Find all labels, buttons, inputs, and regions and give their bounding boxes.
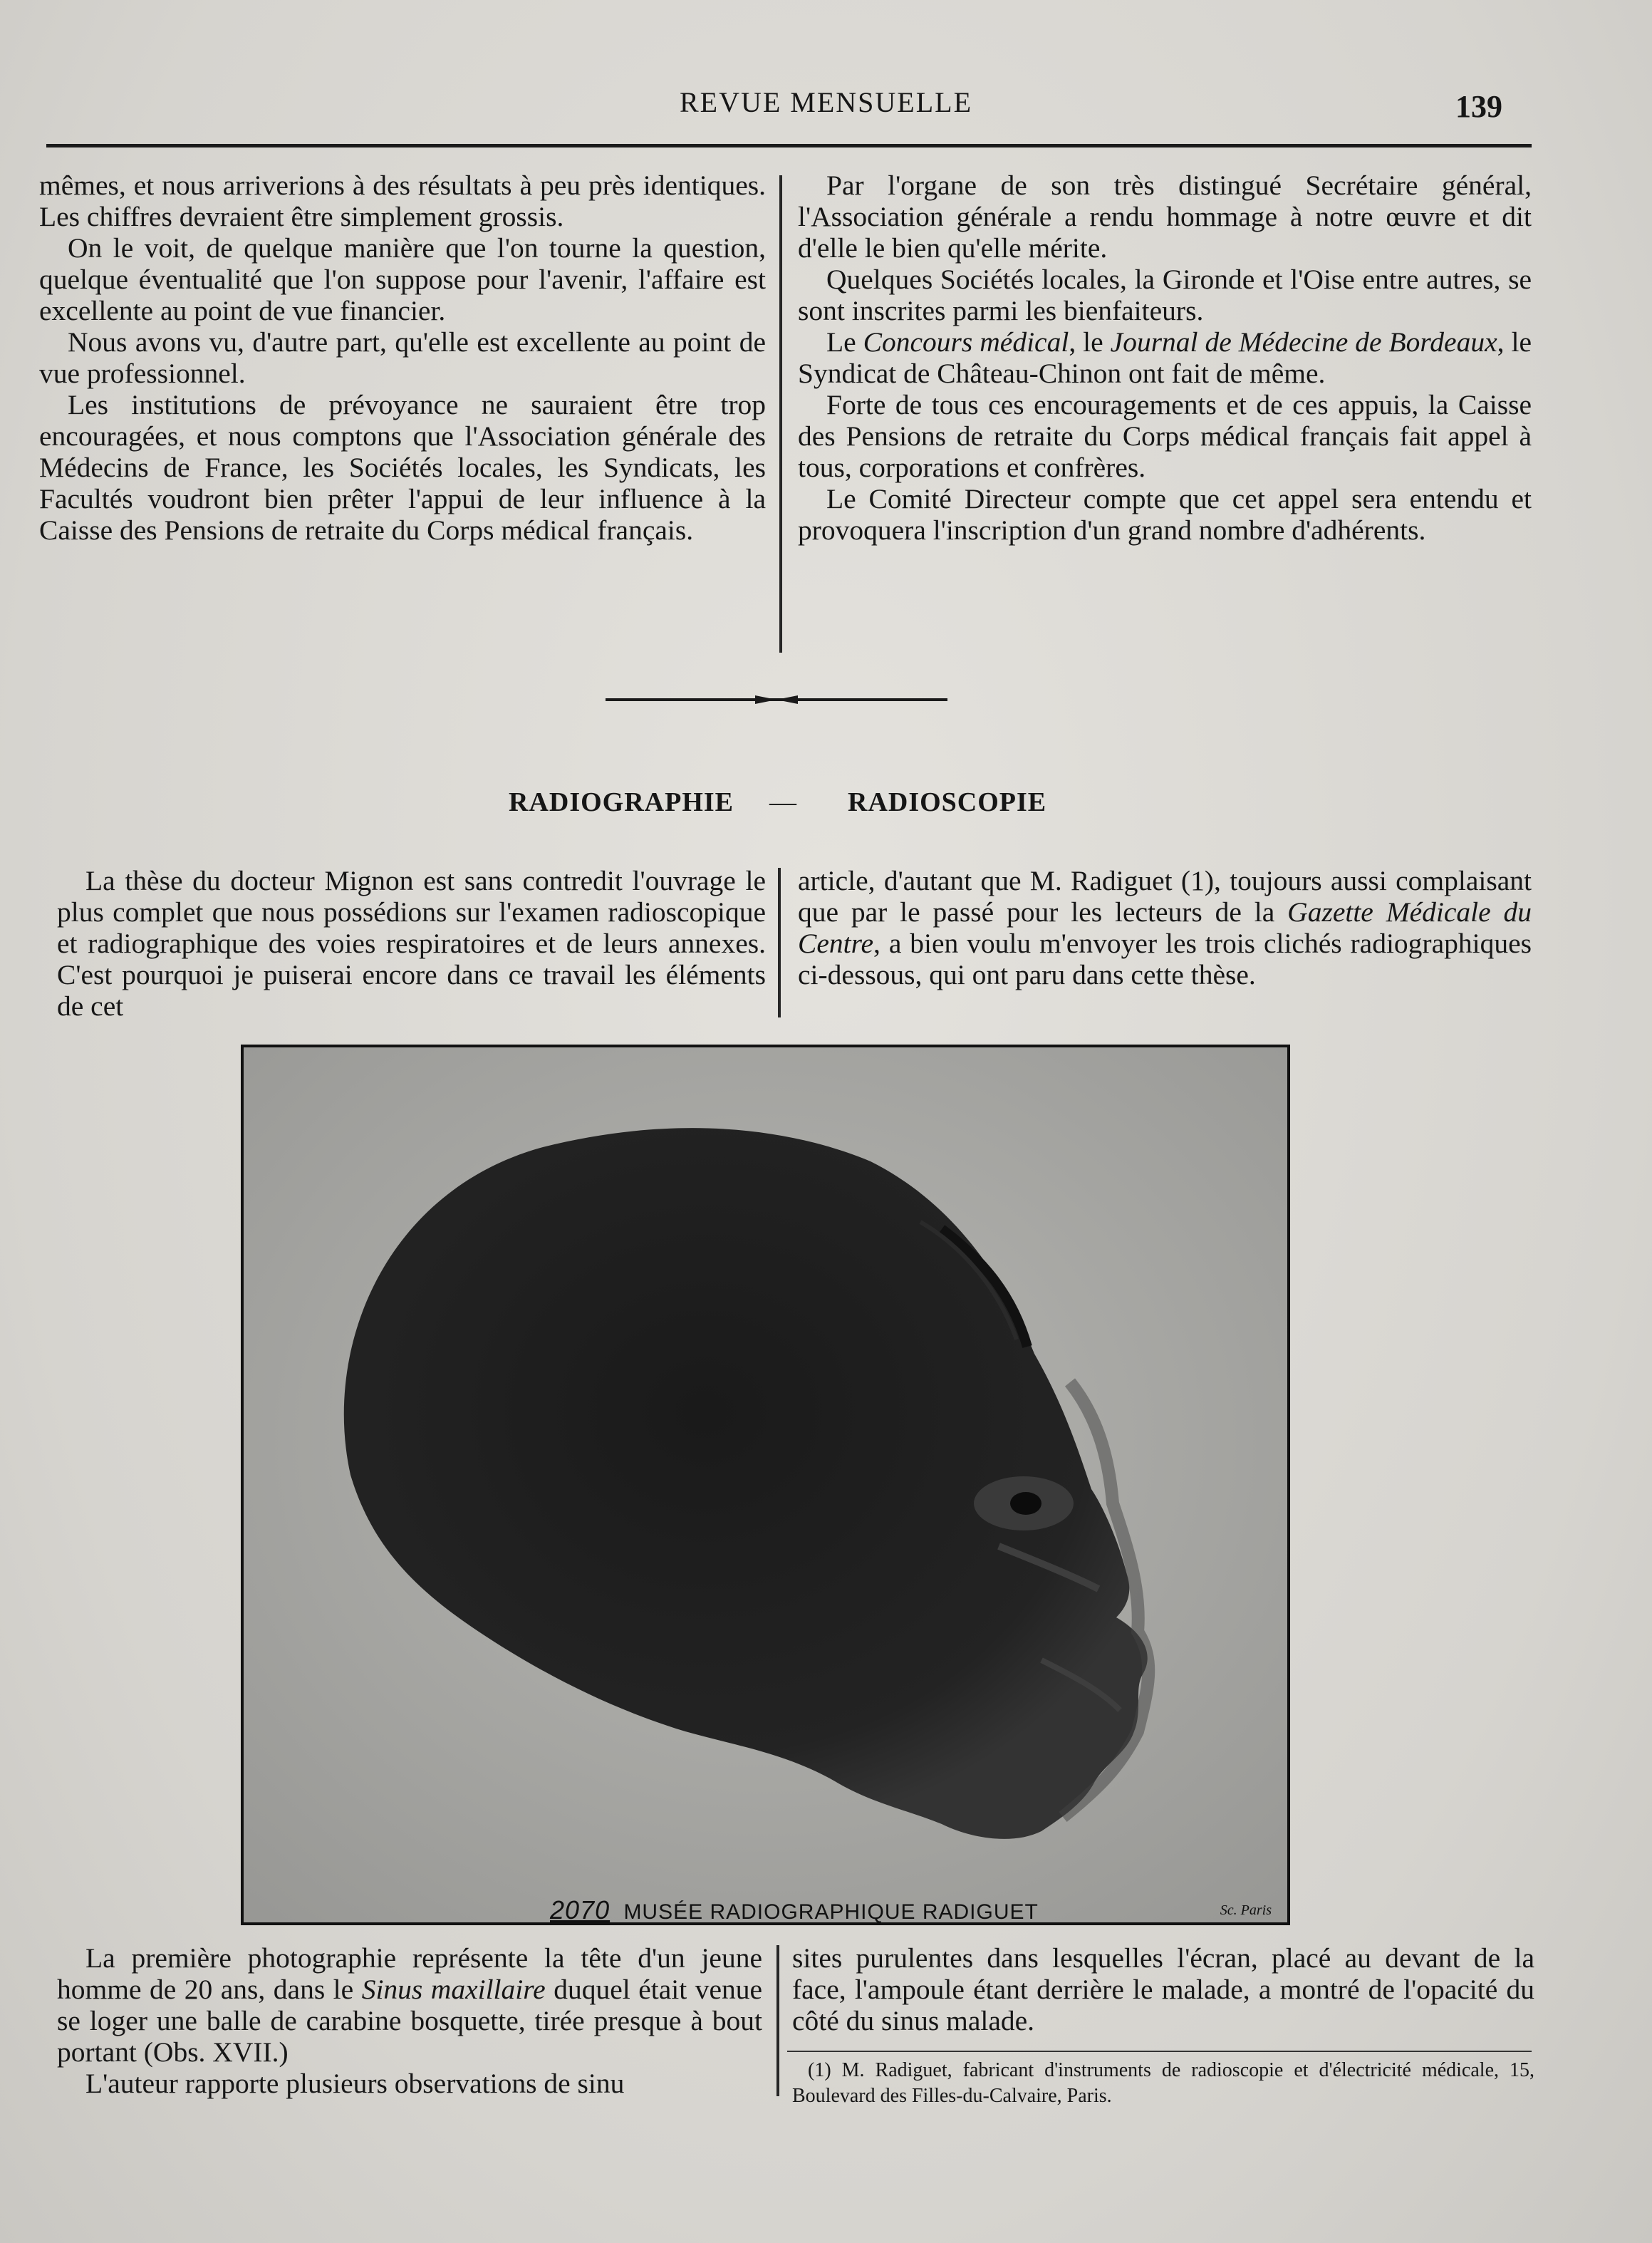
top-right-paragraph: Le Concours médical, le Journal de Médecine de Bordeaux, le Syndicat de Château-Chinon ont fait de même. (798, 326, 1532, 389)
plate-number: 2070 (550, 1895, 611, 1925)
top-left-paragraph: On le voit, de quelque manière que l'on tourne la question, quelque éventualité que l'on suppose pour l'avenir, l'affaire est excellente au point de vue financier. (39, 232, 766, 326)
bottom-left-paragraph: La première photographie représente la tête d'un jeune homme de 20 ans, dans le Sinus maxillaire duquel était venue se loger une balle de carabine bosquette, tirée presque à bout portant (Obs. XVII.) (57, 1942, 763, 2068)
column-divider (779, 175, 782, 653)
intro-paragraph: La thèse du docteur Mignon est sans contredit l'ouvrage le plus complet que nous possédions sur l'examen radioscopique et radiographique des voies respiratoires et de leurs annexes. C'est pourquoi je puiserai encore dans ce travail les éléments de cet (57, 865, 766, 1022)
concours-medical-title: Concours médical (863, 326, 1069, 358)
column-divider (778, 868, 781, 1017)
footnote-rule (787, 2051, 1532, 2052)
mid-right-column (798, 865, 1532, 990)
running-header: REVUE MENSUELLE (679, 86, 973, 118)
mid-left-column (57, 865, 766, 1022)
column-divider (776, 1945, 779, 2096)
footnote (792, 2058, 1534, 2109)
bottom-left-paragraph: L'auteur rapporte plusieurs observations de sinu (85, 2068, 625, 2099)
journal-bordeaux-title: Journal de Médecine de Bordeaux (1110, 326, 1497, 358)
top-left-paragraph: Nous avons vu, d'autre part, qu'elle est excellente au point de vue professionnel. (39, 326, 766, 389)
top-right-paragraph: Quelques Sociétés locales, la Gironde et l'Oise entre autres, se sont inscrites parmi les bienfaiteurs. (798, 264, 1532, 326)
section-separator-ornament (606, 694, 947, 705)
top-left-paragraph: mêmes, et nous arriverions à des résultats à peu près identiques. Les chiffres devraient être simplement grossis. (39, 170, 766, 232)
engraver-signature: Sc. Paris (1220, 1902, 1272, 1918)
bottom-right-column (792, 1942, 1534, 2036)
top-right-column (798, 170, 1532, 546)
page-number: 139 (1455, 89, 1502, 124)
skull-radiograph-image (244, 1047, 1287, 1922)
gazette-title: Gazette Médicale du Centre (798, 896, 1532, 959)
header-rule (46, 144, 1532, 147)
musee-label: MUSÉE RADIOGRAPHIQUE RADIGUET (623, 1900, 1038, 1925)
bottom-right-paragraph: sites purulentes dans lesquelles l'écran, placé au devant de la face, l'ampoule étant derrière le malade, a montré de l'opacité du côté du sinus malade. (792, 1942, 1534, 2036)
top-left-paragraph: Les institutions de prévoyance ne sauraient être trop encouragées, et nous comptons que l'Association générale des Médecins de France, les Sociétés locales, les Syndicats, les Facultés voudront bien prêter l'appui de leur influence à la Caisse des Pensions de retraite du Corps médical français. (39, 389, 766, 546)
section-heading-dash: — (769, 787, 796, 817)
footnote-text: (1) M. Radiguet, fabricant d'instruments de radioscopie et d'électricité médicale, 15, Boulevard des Filles-du-Calvaire, Paris. (792, 2059, 1534, 2107)
xray-figure (241, 1045, 1290, 1925)
bottom-left-column (57, 1942, 762, 2099)
top-left-column (39, 170, 766, 546)
top-right-paragraph: Le Comité Directeur compte que cet appel sera entendu et provoquera l'inscription d'un grand nombre d'adhérents. (798, 483, 1532, 546)
radiograph-caption (550, 1895, 1039, 1925)
intro-continuation: article, d'autant que M. Radiguet (1), toujours aussi complaisant que par le passé pour les lecteurs de la Gazette Médicale du Centre, a bien voulu m'envoyer les trois clichés radiographiques ci-dessous, qui ont paru dans cette thèse. (798, 865, 1532, 990)
top-right-paragraph: Par l'organe de son très distingué Secrétaire général, l'Association générale a rendu hommage à notre œuvre et dit d'elle le bien qu'elle mérite. (798, 170, 1532, 264)
top-right-paragraph: Forte de tous ces encouragements et de ces appuis, la Caisse des Pensions de retraite du Corps médical français fait appel à tous, corporations et confrères. (798, 389, 1532, 483)
section-heading-radioscopie: RADIOSCOPIE (848, 787, 1047, 817)
section-heading-radiographie: RADIOGRAPHIE (509, 787, 734, 817)
sinus-maxillaire-term: Sinus maxillaire (361, 1974, 546, 2005)
